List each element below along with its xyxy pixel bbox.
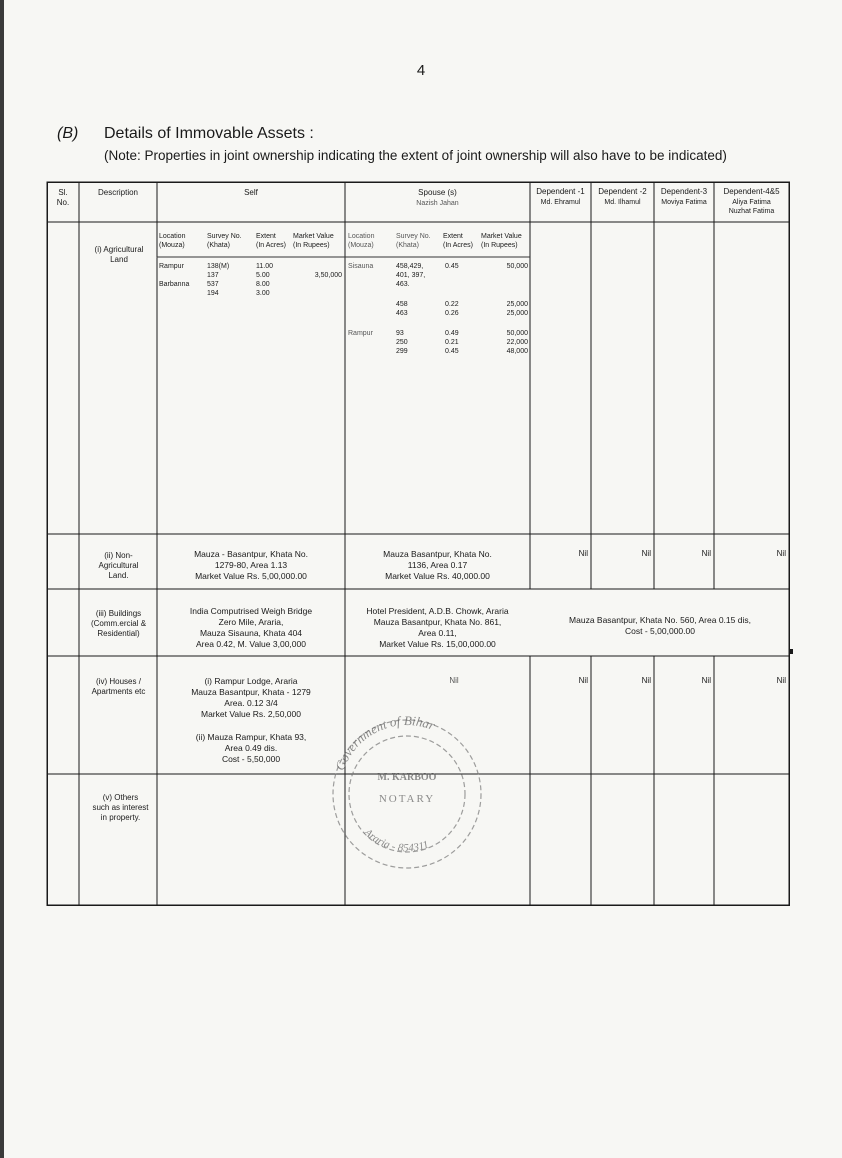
stamp-role: NOTARY (378, 793, 436, 805)
spouse-agri-value-1: 50,000 (506, 263, 528, 270)
spouse-agri-extent-1: 0.45 (445, 263, 459, 270)
spouse-agri-extent-3: 0.49 0.21 0.45 (445, 330, 459, 355)
self-col-extent: Extent (In Acres) (256, 233, 286, 249)
spouse-houses-nil: Nil (449, 676, 459, 685)
header-sl-no: Sl. No. (56, 188, 70, 207)
header-dependent-2: Dependent -2 (598, 187, 647, 196)
row-label-buildings: (iii) Buildings (Comm.ercial & Residential) (90, 609, 147, 638)
dep2-non-agri-nil: Nil (641, 549, 651, 558)
header-self: Self (244, 188, 258, 197)
spouse-col-extent: Extent (In Acres) (443, 233, 473, 249)
stamp-outer-text: Government of Bihar (331, 712, 438, 773)
row-label-agricultural-land: (i) Agricultural Land (94, 245, 144, 264)
header-spouse-name: Nazish Jahan (416, 200, 459, 207)
spouse-agri-value-3: 50,000 22,000 48,000 (506, 330, 528, 355)
header-dependent-3-name: Moviya Fatima (661, 199, 707, 206)
header-dependent-1: Dependent -1 (536, 187, 585, 196)
row-label-houses: (iv) Houses / Apartments etc (91, 677, 146, 696)
dependents-buildings-details: Mauza Basantpur, Khata No. 560, Area 0.15 dis, Cost - 5,00,000.00 (569, 615, 751, 636)
row-label-others: (v) Others such as interest in property. (92, 793, 149, 822)
self-agri-locations: Rampur Barbanna (159, 263, 190, 288)
self-buildings-details: India Computrised Weigh Bridge Zero Mile, Araria, Mauza Sisauna, Khata 404 Area 0.42, M. Value 3,00,000 (189, 606, 313, 649)
dep2-houses-nil: Nil (641, 676, 651, 685)
header-dependent-4-5-names: Aliya Fatima Nuzhat Fatima (728, 199, 775, 215)
header-spouse: Spouse (s) (418, 188, 457, 197)
self-houses-details-2: (ii) Mauza Rampur, Khata 93, Area 0.49 dis. Cost - 5,50,000 (195, 732, 307, 764)
self-houses-details-1: (i) Rampur Lodge, Araria Mauza Basantpur, Khata - 1279 Area. 0.12 3/4 Market Value Rs. 2,50,000 (191, 676, 311, 719)
spouse-non-agri-details: Mauza Basantpur, Khata No. 1136, Area 0.17 Market Value Rs. 40,000.00 (383, 549, 492, 581)
self-agri-market-value: 3,50,000 (314, 272, 342, 279)
stamp-place: Araria - 854311 (361, 826, 431, 855)
dep45-houses-nil: Nil (776, 676, 786, 685)
header-dependent-2-name: Md. Ilhamul (604, 199, 641, 206)
section-note: (Note: Properties in joint ownership indicating the extent of joint ownership will also have to be indicated) (104, 148, 727, 163)
dep3-non-agri-nil: Nil (701, 549, 711, 558)
spouse-agri-survey-1: 458,429, 401, 397, 463. (396, 263, 426, 288)
spouse-agri-location-rampur: Rampur (348, 330, 373, 337)
spouse-agri-location-sisauna: Sisauna (348, 263, 374, 270)
section-title: Details of Immovable Assets : (104, 125, 314, 142)
header-description: Description (97, 188, 138, 197)
spouse-col-location: Location (Mouza) (348, 233, 375, 249)
header-dependent-1-name: Md. Ehramul (540, 199, 581, 206)
spouse-agri-value-2: 25,000 25,000 (506, 301, 528, 317)
dep45-non-agri-nil: Nil (776, 549, 786, 558)
self-agri-extents: 11.00 5.00 8.00 3.00 (256, 263, 273, 297)
page-number: 4 (416, 62, 426, 79)
self-col-location: Location (Mouza) (159, 233, 186, 249)
spouse-agri-extent-2: 0.22 0.26 (445, 301, 459, 317)
dep1-non-agri-nil: Nil (578, 549, 588, 558)
spouse-col-market-value: Market Value (In Rupees) (481, 233, 522, 249)
dep3-houses-nil: Nil (701, 676, 711, 685)
spouse-agri-survey-2: 458 463 (396, 301, 408, 317)
dep1-houses-nil: Nil (578, 676, 588, 685)
spouse-buildings-details: Hotel President, A.D.B. Chowk, Araria Mauza Basantpur, Khata No. 861, Area 0.11, Market Value Rs. 15,00,000.00 (366, 606, 509, 649)
section-letter: (B) (57, 125, 79, 142)
self-non-agri-details: Mauza - Basantpur, Khata No. 1279-80, Area 1.13 Market Value Rs. 5,00,000.00 (194, 549, 308, 581)
stamp-name: M. KARBOO (377, 772, 437, 783)
header-dependent-4-5: Dependent-4&5 (723, 187, 780, 196)
self-col-market-value: Market Value (In Rupees) (293, 233, 334, 249)
spouse-agri-survey-3: 93 250 299 (396, 330, 408, 355)
self-agri-survey-nos: 138(M) 137 537 194 (207, 263, 230, 297)
spouse-col-survey: Survey No. (Khata) (396, 233, 431, 249)
header-dependent-3: Dependent-3 (660, 187, 708, 196)
self-col-survey: Survey No. (Khata) (207, 233, 242, 249)
row-label-non-agricultural-land: (ii) Non- Agricultural Land. (98, 551, 139, 580)
notary-stamp (318, 708, 496, 876)
